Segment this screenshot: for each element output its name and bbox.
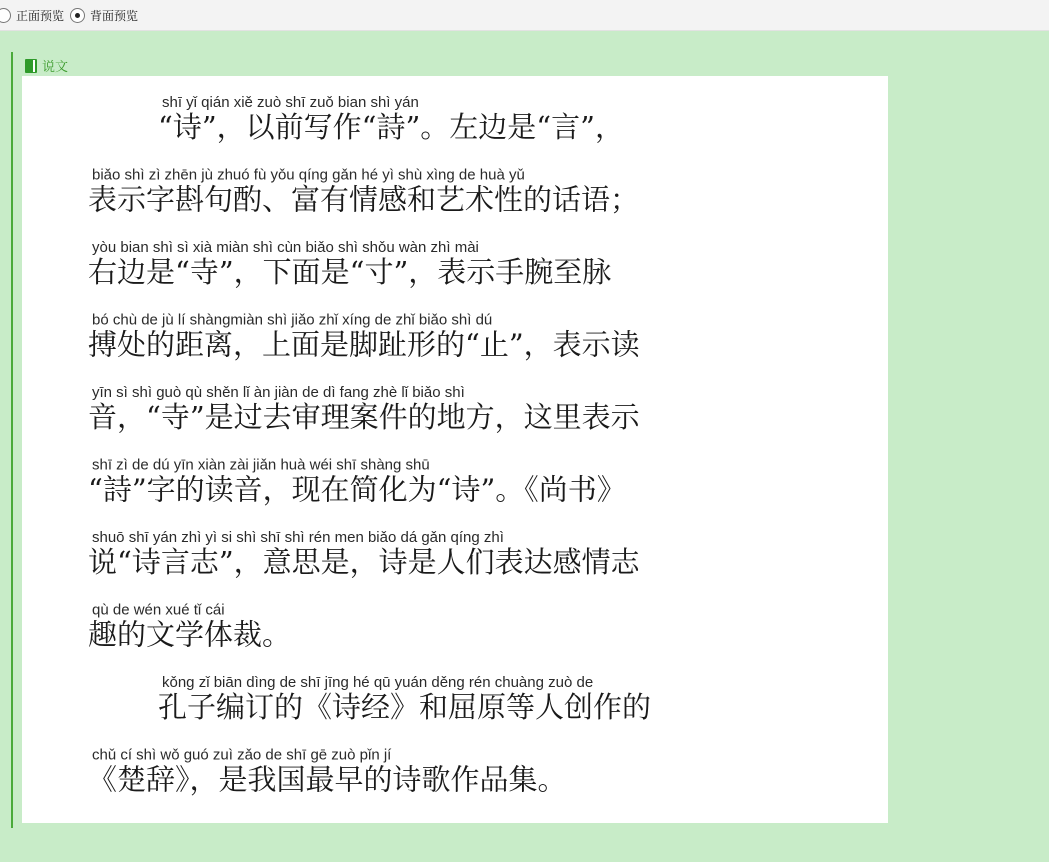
front-preview-radio[interactable]: [0, 8, 11, 23]
pinyin-line: qù de wén xué tǐ cái: [92, 601, 225, 619]
pinyin-line: bó chù de jù lí shàngmiàn shì jiǎo zhǐ xíng de zhǐ biǎo shì dú: [92, 311, 493, 329]
pinyin-line: shī zì de dú yīn xiàn zài jiǎn huà wéi shī shàng shū: [92, 456, 430, 474]
pinyin-line: shī yǐ qián xiě zuò shī zuǒ bian shì yán: [162, 94, 419, 111]
front-preview-label[interactable]: 正面预览: [16, 8, 65, 23]
hanzi-line: “詩”字的读音，现在简化为“诗”。《尚书》: [88, 472, 626, 507]
back-preview-label[interactable]: 背面预览: [90, 8, 139, 23]
passage-canvas: [22, 76, 888, 823]
pinyin-line: kǒng zǐ biān dìng de shī jīng hé qū yuán děng rén chuàng zuò de: [162, 674, 594, 691]
hanzi-line: 趣的文学体裁。: [88, 617, 292, 652]
pinyin-line: yīn sì shì guò qù shěn lǐ àn jiàn de dì fang zhè lǐ biǎo shì: [92, 384, 465, 401]
hanzi-line: 说“诗言志”，意思是，诗是人们表达感情志: [88, 545, 640, 579]
pinyin-line: chǔ cí shì wǒ guó zuì zǎo de shī gē zuò pǐn jí: [92, 746, 392, 764]
hanzi-line: 音，“寺”是过去审理案件的地方，这里表示: [88, 400, 640, 434]
section-title: 说文: [42, 60, 69, 75]
passage-image: [22, 76, 888, 823]
content-panel: [11, 52, 1043, 828]
preview-mode-bar: [0, 0, 1049, 31]
pinyin-line: biǎo shì zì zhēn jù zhuó fù yǒu qíng gǎn hé yì shù xìng de huà yǔ: [92, 166, 525, 184]
hanzi-line: 《楚辞》，是我国最早的诗歌作品集。: [88, 762, 567, 797]
book-icon: [25, 59, 37, 73]
hanzi-line: 右边是“寺”，下面是“寸”，表示手腕至脉: [88, 255, 612, 289]
pinyin-line: yòu bian shì sì xià miàn shì cùn biǎo shì shǒu wàn zhì mài: [92, 239, 479, 256]
hanzi-line: 孔子编订的《诗经》和屈原等人创作的: [158, 690, 652, 724]
pinyin-line: shuō shī yán zhì yì si shì shī shì rén men biǎo dá gǎn qíng zhì: [92, 529, 504, 546]
hanzi-line: 表示字斟句酌、富有情感和艺术性的话语；: [88, 182, 640, 217]
hanzi-line: “诗”，以前写作“詩”。左边是“言”，: [158, 110, 624, 144]
back-preview-radio[interactable]: [70, 8, 85, 23]
front-preview-option[interactable]: [0, 7, 64, 24]
back-preview-option[interactable]: [70, 7, 138, 24]
hanzi-line: 搏处的距离，上面是脚趾形的“止”，表示读: [88, 327, 640, 362]
section-header: [25, 56, 68, 75]
